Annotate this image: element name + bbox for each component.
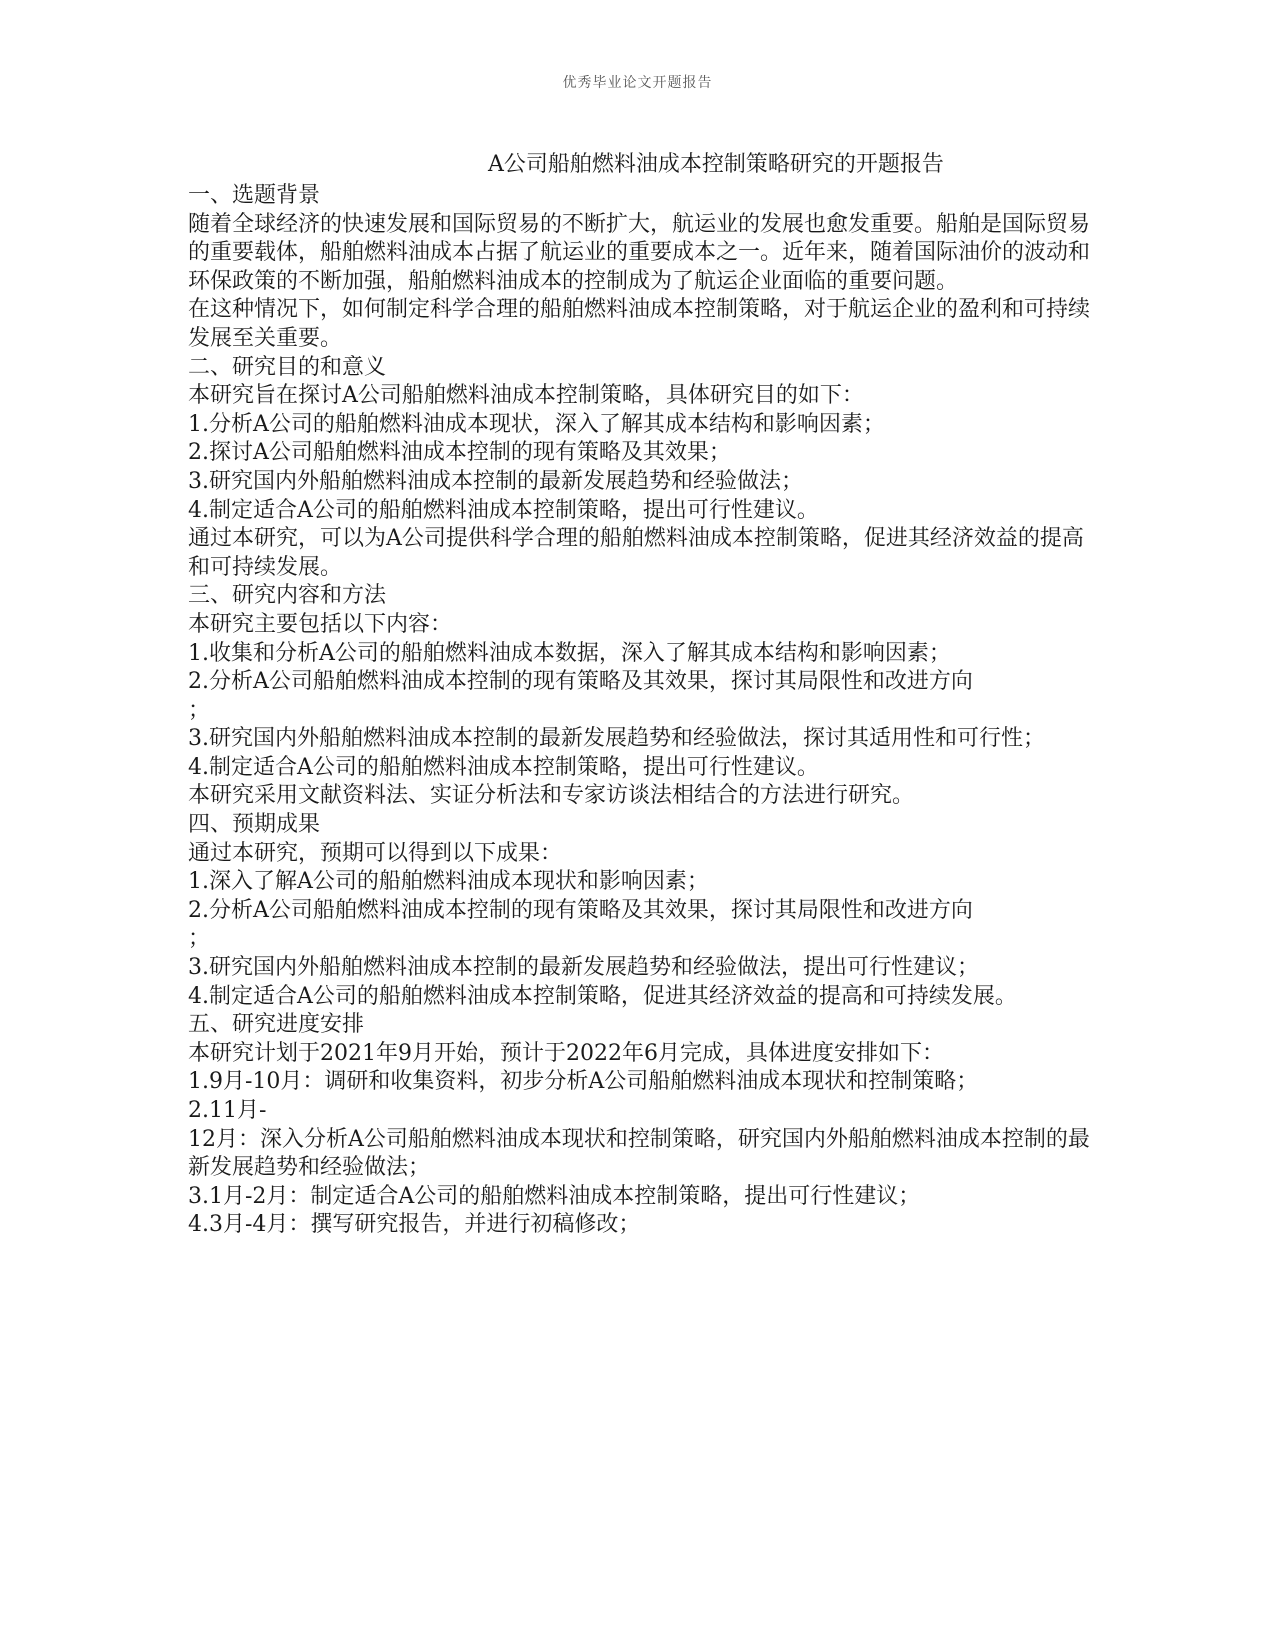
list-item-continuation: ； — [188, 926, 211, 952]
list-item: 2.分析A公司船舶燃料油成本控制的现有策略及其效果，探讨其局限性和改进方向 — [188, 897, 973, 923]
list-item-continuation: 12月：深入分析A公司船舶燃料油成本现状和控制策略，研究国内外船舶燃料油成本控制的最新发展趋势和经验做法； — [188, 1126, 1090, 1181]
list-item: 1.收集和分析A公司的船舶燃料油成本数据，深入了解其成本结构和影响因素； — [188, 640, 951, 666]
paragraph: 本研究计划于2021年9月开始，预计于2022年6月完成，具体进度安排如下： — [188, 1040, 944, 1066]
section-heading: 一、选题背景 — [188, 183, 321, 208]
paragraph: 本研究主要包括以下内容： — [188, 611, 453, 637]
paragraph: 随着全球经济的快速发展和国际贸易的不断扩大，航运业的发展也愈发重要。船舶是国际贸易的重要载体，船舶燃料油成本占据了航运业的重要成本之一。近年来，随着国际油价的波动和环保政策的不断加强，船舶燃料油成本的控制成为了航运企业面临的重要问题。 — [188, 211, 1091, 294]
list-item: 1.深入了解A公司的船舶燃料油成本现状和影响因素； — [188, 869, 709, 895]
list-item: 4.制定适合A公司的船舶燃料油成本控制策略，促进其经济效益的提高和可持续发展。 — [188, 983, 1017, 1009]
page-header: 优秀毕业论文开题报告 — [562, 75, 713, 91]
section-heading: 五、研究进度安排 — [188, 1012, 365, 1038]
document-body — [188, 182, 1092, 1240]
list-item: 1.分析A公司的船舶燃料油成本现状，深入了解其成本结构和影响因素； — [188, 411, 885, 437]
section-heading: 二、研究目的和意义 — [188, 354, 387, 380]
section-heading: 四、预期成果 — [188, 812, 321, 838]
section-heading: 三、研究内容和方法 — [188, 583, 387, 609]
paragraph: 通过本研究，预期可以得到以下成果： — [188, 840, 563, 866]
document-title: A公司船舶燃料油成本控制策略研究的开题报告 — [488, 152, 944, 177]
list-item: 2.分析A公司船舶燃料油成本控制的现有策略及其效果，探讨其局限性和改进方向 — [188, 669, 973, 695]
list-item: 4.制定适合A公司的船舶燃料油成本控制策略，提出可行性建议。 — [188, 754, 819, 780]
list-item-continuation: ； — [188, 697, 211, 723]
list-item: 4.3月-4月：撰写研究报告，并进行初稿修改； — [188, 1212, 641, 1238]
list-item: 3.1月-2月：制定适合A公司的船舶燃料油成本控制策略，提出可行性建议； — [188, 1183, 921, 1209]
list-item: 4.制定适合A公司的船舶燃料油成本控制策略，提出可行性建议。 — [188, 497, 819, 523]
paragraph: 本研究旨在探讨A公司船舶燃料油成本控制策略，具体研究目的如下： — [188, 383, 864, 409]
list-item: 2.探讨A公司船舶燃料油成本控制的现有策略及其效果； — [188, 440, 731, 466]
paragraph: 在这种情况下，如何制定科学合理的船舶燃料油成本控制策略，对于航运企业的盈利和可持续发展至关重要。 — [188, 297, 1091, 351]
list-item: 2.11月- — [188, 1098, 267, 1123]
paragraph: 通过本研究，可以为A公司提供科学合理的船舶燃料油成本控制策略，促进其经济效益的提高和可持续发展。 — [188, 526, 1084, 580]
list-item: 3.研究国内外船舶燃料油成本控制的最新发展趋势和经验做法，提出可行性建议； — [188, 955, 979, 981]
paragraph: 本研究采用文献资料法、实证分析法和专家访谈法相结合的方法进行研究。 — [188, 783, 915, 809]
list-item: 3.研究国内外船舶燃料油成本控制的最新发展趋势和经验做法，探讨其适用性和可行性； — [188, 726, 1045, 752]
list-item: 3.研究国内外船舶燃料油成本控制的最新发展趋势和经验做法； — [188, 468, 803, 494]
list-item: 1.9月-10月：调研和收集资料，初步分析A公司船舶燃料油成本现状和控制策略； — [188, 1069, 979, 1095]
